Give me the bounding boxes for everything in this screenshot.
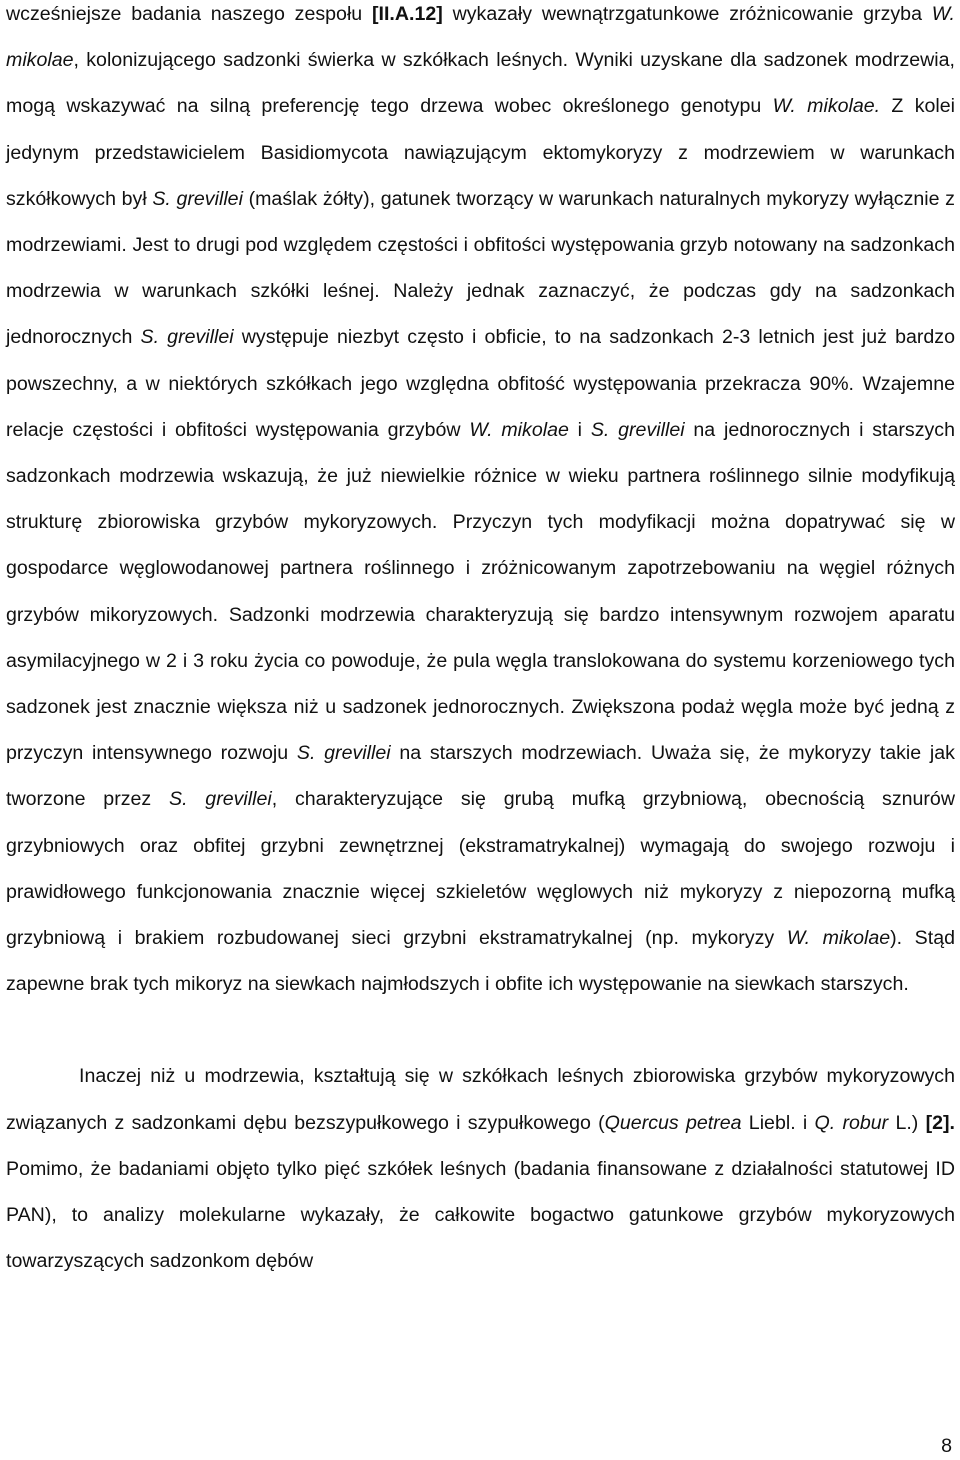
text-run: i: [568, 418, 591, 441]
italic-text: W. mikolae: [6, 3, 955, 72]
citation-reference: [II.A.12]: [372, 3, 443, 25]
text-run: wykazały wewnątrzgatunkowe zróżnicowanie grzyba: [442, 3, 932, 25]
page-number: 8: [941, 1435, 952, 1457]
text-run: L.): [888, 1111, 926, 1134]
italic-text: W. mikolae: [469, 418, 569, 441]
text-run: na jednorocznych i starszych sadzonkach modrzewia wskazują, że już niewielkie różnice w wieku partnera roślinnego silnie modyfikują strukturę zbiorowiska grzybów mykoryzowych. Przyczyn tych modyfikacji można dopatrywać się w gospodarce węglowodanowej partnera roślinnego i zróżnicowanym zapotrzebowaniu na węgiel różnych grzybów mikoryzowych. Sadzonki modrzewia charakteryzują się bardzo intensywnym rozwojem aparatu asymilacyjnego w 2 i 3 roku życia co powoduje, że pula węgla translokowana do systemu korzeniowego tych sadzonek jest znacznie większa niż u sadzonek jednorocznych. Zwiększona podaż węgla może być jedną z przyczyn intensywnego rozwoju: [6, 418, 956, 765]
italic-text: S. grevillei: [140, 326, 234, 349]
text-run: występuje niezbyt często i obficie, to na sadzonkach 2-3 letnich jest już bardzo powszechny, a w niektórych szkółkach jego względna obfitość występowania przekracza 90%. Wzajemne relacje częstości i obfitości występowania grzybów: [6, 326, 955, 441]
text-run: Inaczej niż u modrzewia, kształtują się w szkółkach leśnych zbiorowiska grzybów mykoryzowych związanych z sadzonkami dębu bezszypułkowego i szypułkowego (: [6, 1065, 955, 1134]
text-run: wcześniejsze badania naszego zespołu: [6, 3, 372, 25]
body-paragraph: [6, 0, 955, 1007]
text-run: Pomimo, że badaniami objęto tylko pięć szkółek leśnych (badania finansowane z działalności statutowej ID PAN), to analizy molekularne wykazały, że całkowite bogactwo gatunkowe grzybów mykoryzowych towarzyszących sadzonkom dębów: [6, 1157, 955, 1273]
text-run: , kolonizującego sadzonki świerka w szkółkach leśnych. Wyniki uzyskane dla sadzonek modrzewia, mogą wskazywać na silną preferencję tego drzewa wobec określonego genotypu: [6, 49, 955, 118]
text-run: Z kolei jedynym przedstawicielem Basidiomycota nawiązującym ektomykoryzy z modrzewiem w warunkach szkółkowych był: [6, 95, 955, 210]
italic-text: W. mikolae: [786, 927, 891, 950]
italic-text: S. grevillei: [590, 418, 685, 441]
italic-text: W. mikolae.: [772, 95, 881, 118]
italic-text: S. grevillei: [296, 742, 391, 765]
text-run: (maślak żółty), gatunek tworzący w warunkach naturalnych mykoryzy wyłącznie z modrzewiami. Jest to drugi pod względem częstości i obfitości występowania grzyb notowany na sadzonkach modrzewia w warunkach szkółki leśnej. Należy jednak zaznaczyć, że podczas gdy na sadzonkach jednorocznych: [6, 187, 955, 349]
italic-text: Quercus petrea: [604, 1111, 742, 1134]
text-run: Liebl. i: [741, 1111, 815, 1134]
citation-reference: [2].: [925, 1111, 955, 1134]
text-run: , charakteryzujące się grubą mufką grzybniową, obecnością sznurów grzybniowych oraz obfitej grzybni zewnętrznej (ekstramatrykalnej) wymagają do swojego rozwoju i prawidłowego funkcjonowania znacznie więcej szkieletów węglowych niż mykoryzy z niepozorną mufką grzybniową i brakiem rozbudowanej sieci grzybni ekstramatrykalnej (np. mykoryzy: [6, 788, 955, 950]
italic-text: Q. robur: [814, 1111, 889, 1134]
text-run: ). Stąd zapewne brak tych mikoryz na siewkach najmłodszych i obfite ich występowanie na siewkach starszych.: [6, 927, 955, 996]
document-page: [6, 0, 955, 1284]
italic-text: S. grevillei: [152, 187, 243, 210]
italic-text: S. grevillei: [169, 788, 272, 811]
text-run: na starszych modrzewiach. Uważa się, że mykoryzy takie jak tworzone przez: [6, 742, 955, 811]
body-paragraph: [6, 1053, 955, 1284]
